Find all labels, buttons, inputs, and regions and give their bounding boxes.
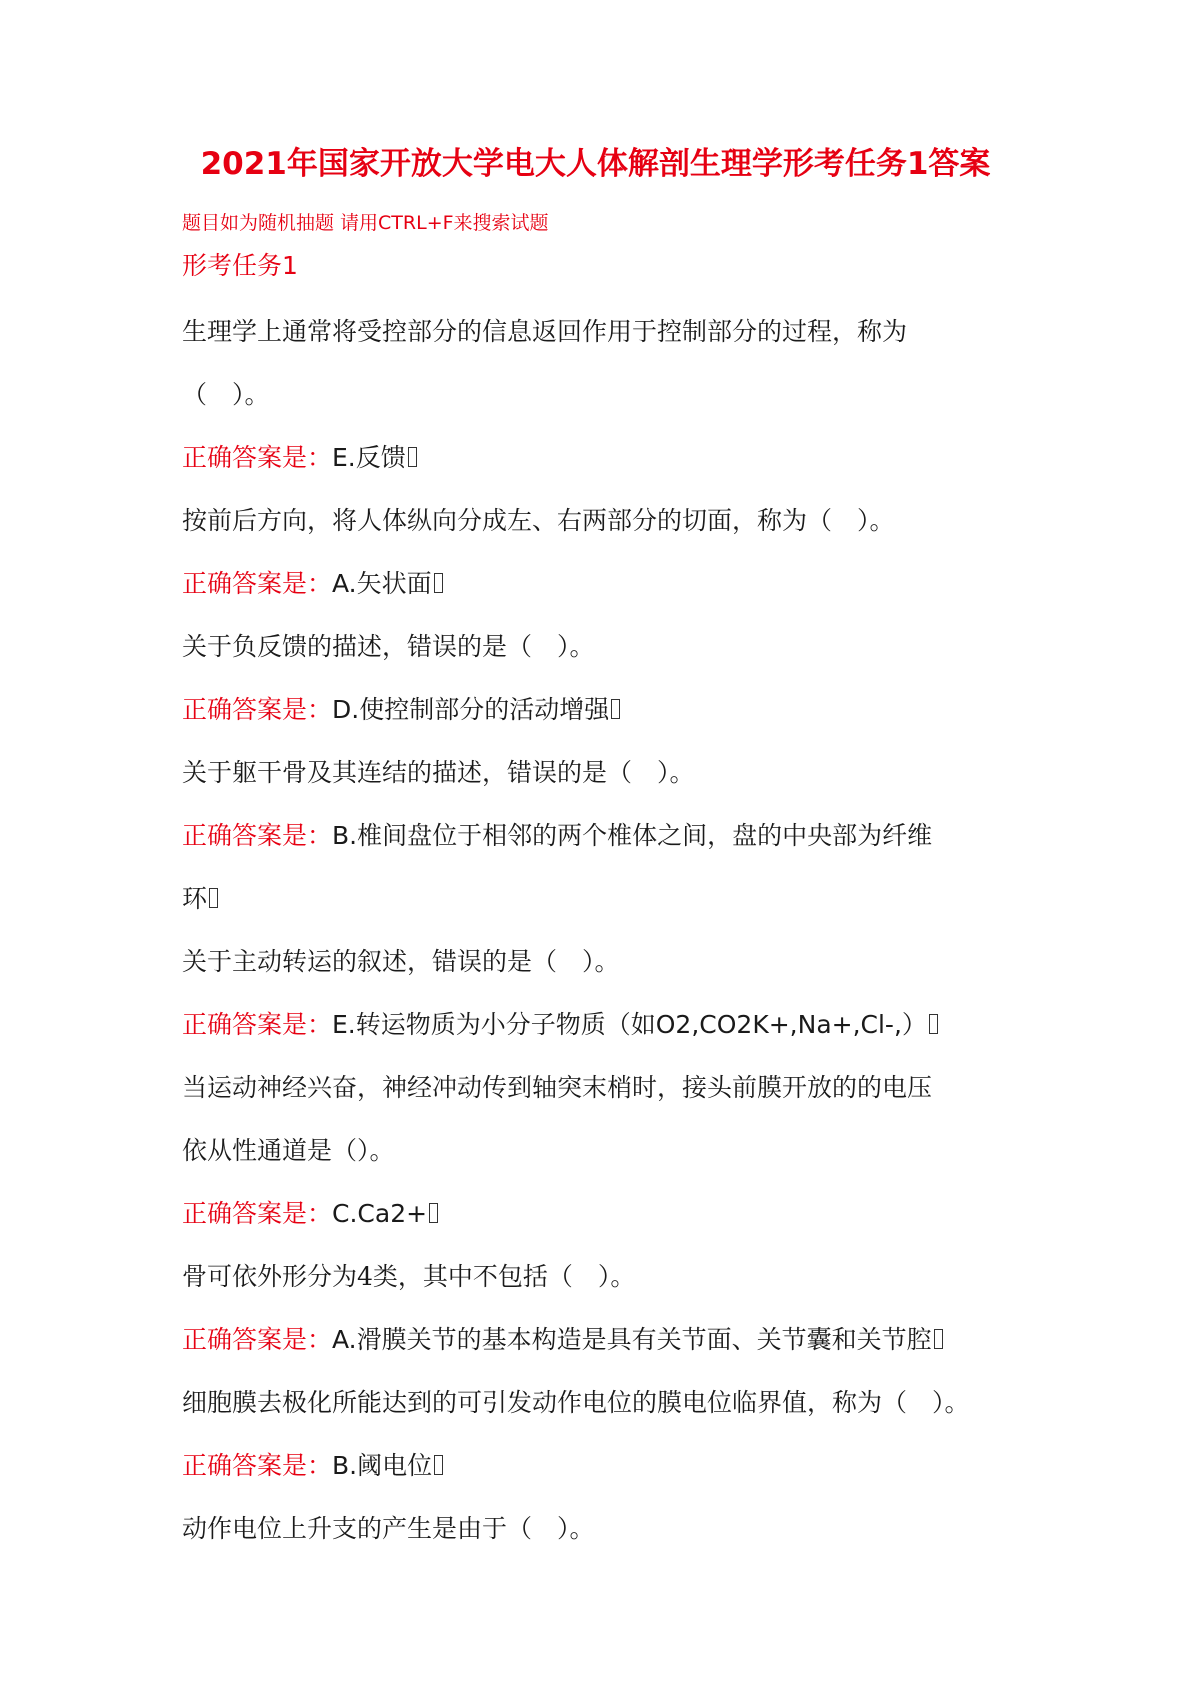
answer-line: [182, 426, 1032, 489]
answer-line: [182, 678, 1032, 741]
question-text: 关于躯干骨及其连结的描述，错误的是（ ）。: [182, 758, 695, 787]
question-text: （ ）。: [182, 380, 270, 409]
missing-glyph-icon: [429, 1203, 438, 1223]
answer-label: 正确答案是：: [182, 443, 333, 472]
answer-text: D.使控制部分的活动增强: [332, 695, 610, 724]
question-text: 依从性通道是（）。: [182, 1136, 395, 1165]
answer-label: 正确答案是：: [182, 1325, 333, 1354]
answer-text: E.转运物质为小分子物质（如O2,CO2K+,Na+,Cl-,）: [332, 1010, 927, 1039]
answer-label: 正确答案是：: [182, 569, 333, 598]
question-text: 按前后方向，将人体纵向分成左、右两部分的切面，称为（ ）。: [182, 506, 895, 535]
answer-label: 正确答案是：: [182, 1451, 333, 1480]
answer-text: A.矢状面: [332, 569, 432, 598]
search-notice: 题目如为随机抽题 请用CTRL+F来搜索试题: [182, 212, 549, 234]
answer-text: B.椎间盘位于相邻的两个椎体之间，盘的中央部为纤维: [332, 821, 933, 850]
answer-label: 正确答案是：: [182, 1199, 333, 1228]
answer-line: [182, 804, 1032, 867]
answer-label: 正确答案是：: [182, 1010, 333, 1039]
missing-glyph-icon: [434, 573, 443, 593]
question-text: 细胞膜去极化所能达到的可引发动作电位的膜电位临界值，称为（ ）。: [182, 1388, 970, 1417]
answer-text: 环: [182, 884, 208, 913]
question-text: 关于主动转运的叙述，错误的是（ ）。: [182, 947, 620, 976]
question-text: 关于负反馈的描述，错误的是（ ）。: [182, 632, 595, 661]
answer-text: E.反馈: [332, 443, 406, 472]
question-text: 骨可依外形分为4类，其中不包括（ ）。: [182, 1262, 636, 1291]
missing-glyph-icon: [434, 1455, 443, 1475]
missing-glyph-icon: [408, 447, 417, 467]
answer-line-continued: [182, 867, 1032, 930]
section-heading: 形考任务1: [182, 251, 298, 280]
missing-glyph-icon: [934, 1329, 943, 1349]
question-text: 当运动神经兴奋，神经冲动传到轴突末梢时，接头前膜开放的的电压: [182, 1073, 933, 1102]
answer-text: C.Ca2+: [332, 1199, 428, 1228]
missing-glyph-icon: [929, 1014, 938, 1034]
answer-line: [182, 1434, 1032, 1497]
answer-line: [182, 1308, 1032, 1371]
answer-label: 正确答案是：: [182, 821, 333, 850]
document-title: 2021年国家开放大学电大人体解剖生理学形考任务1答案: [200, 146, 991, 182]
question-text: 生理学上通常将受控部分的信息返回作用于控制部分的过程，称为: [182, 317, 908, 346]
answer-label: 正确答案是：: [182, 695, 333, 724]
answer-line: [182, 552, 1032, 615]
answer-line: [182, 993, 1032, 1056]
answer-line: [182, 1182, 1032, 1245]
answer-text: A.滑膜关节的基本构造是具有关节面、关节囊和关节腔: [332, 1325, 932, 1354]
missing-glyph-icon: [611, 699, 620, 719]
answer-text: B.阈电位: [332, 1451, 433, 1480]
question-list: [182, 300, 1032, 1560]
missing-glyph-icon: [209, 888, 218, 908]
question-text: 动作电位上升支的产生是由于（ ）。: [182, 1514, 595, 1543]
